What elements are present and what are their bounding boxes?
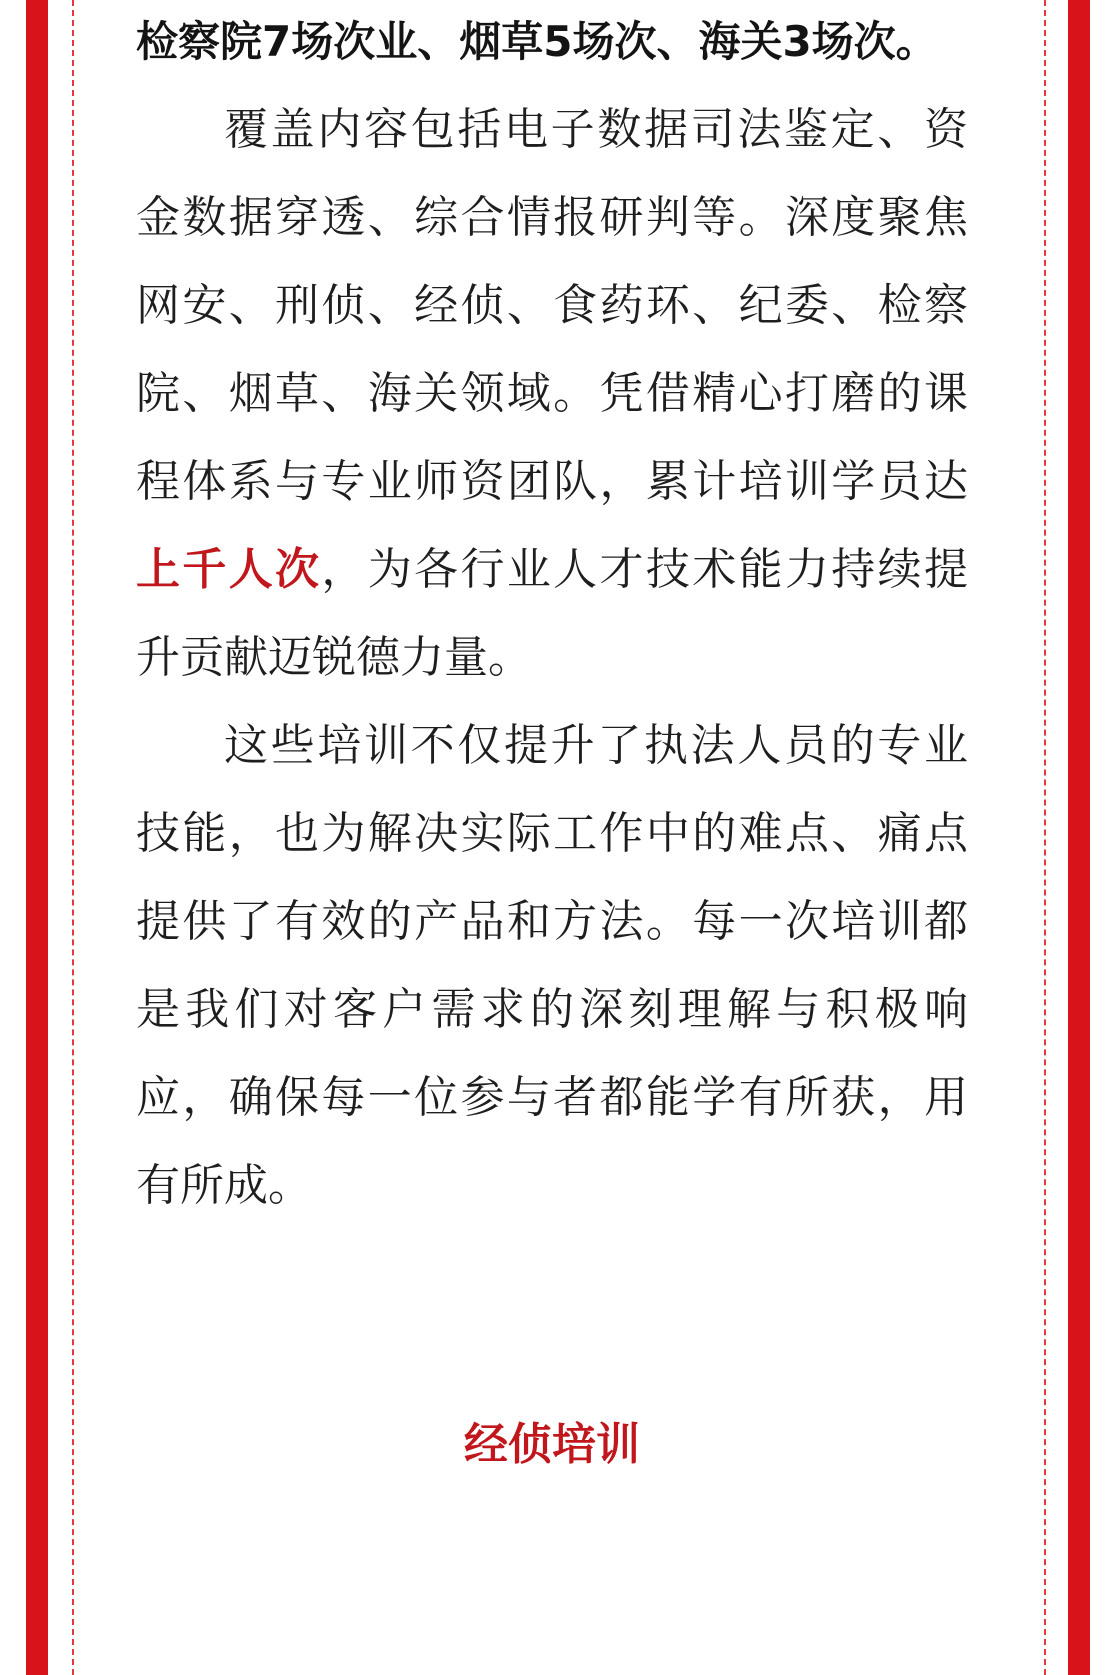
left-dashed-line — [72, 0, 74, 1675]
article-body — [136, 0, 968, 1230]
right-red-border — [1068, 0, 1090, 1675]
left-red-border — [26, 0, 48, 1675]
lead-paragraph: 检察院7场次业、烟草5场次、海关3场次。 — [136, 17, 938, 66]
paragraph-impact: 这些培训不仅提升了执法人员的专业技能，也为解决实际工作中的难点、痛点提供了有效的产品和方法。每一次培训都是我们对客户需求的深刻理解与积极响应，确保每一位参与者都能学有所获，用有所成。 — [136, 720, 968, 1211]
highlight-trainee-count: 上千人次 — [136, 544, 322, 595]
section-heading: 经侦培训 — [464, 1419, 640, 1470]
right-dashed-line — [1044, 0, 1046, 1675]
paragraph-coverage-text: 覆盖内容包括电子数据司法鉴定、资金数据穿透、综合情报研判等。深度聚焦网安、刑侦、经侦、食药环、纪委、检察院、烟草、海关领域。凭借精心打磨的课程体系与专业师资团队，累计培训学员达 — [136, 104, 968, 507]
paragraph-coverage-tail: ，为各行业人才技术能力持续提升贡献迈锐德力量。 — [136, 544, 969, 683]
paragraph-coverage — [136, 86, 968, 702]
